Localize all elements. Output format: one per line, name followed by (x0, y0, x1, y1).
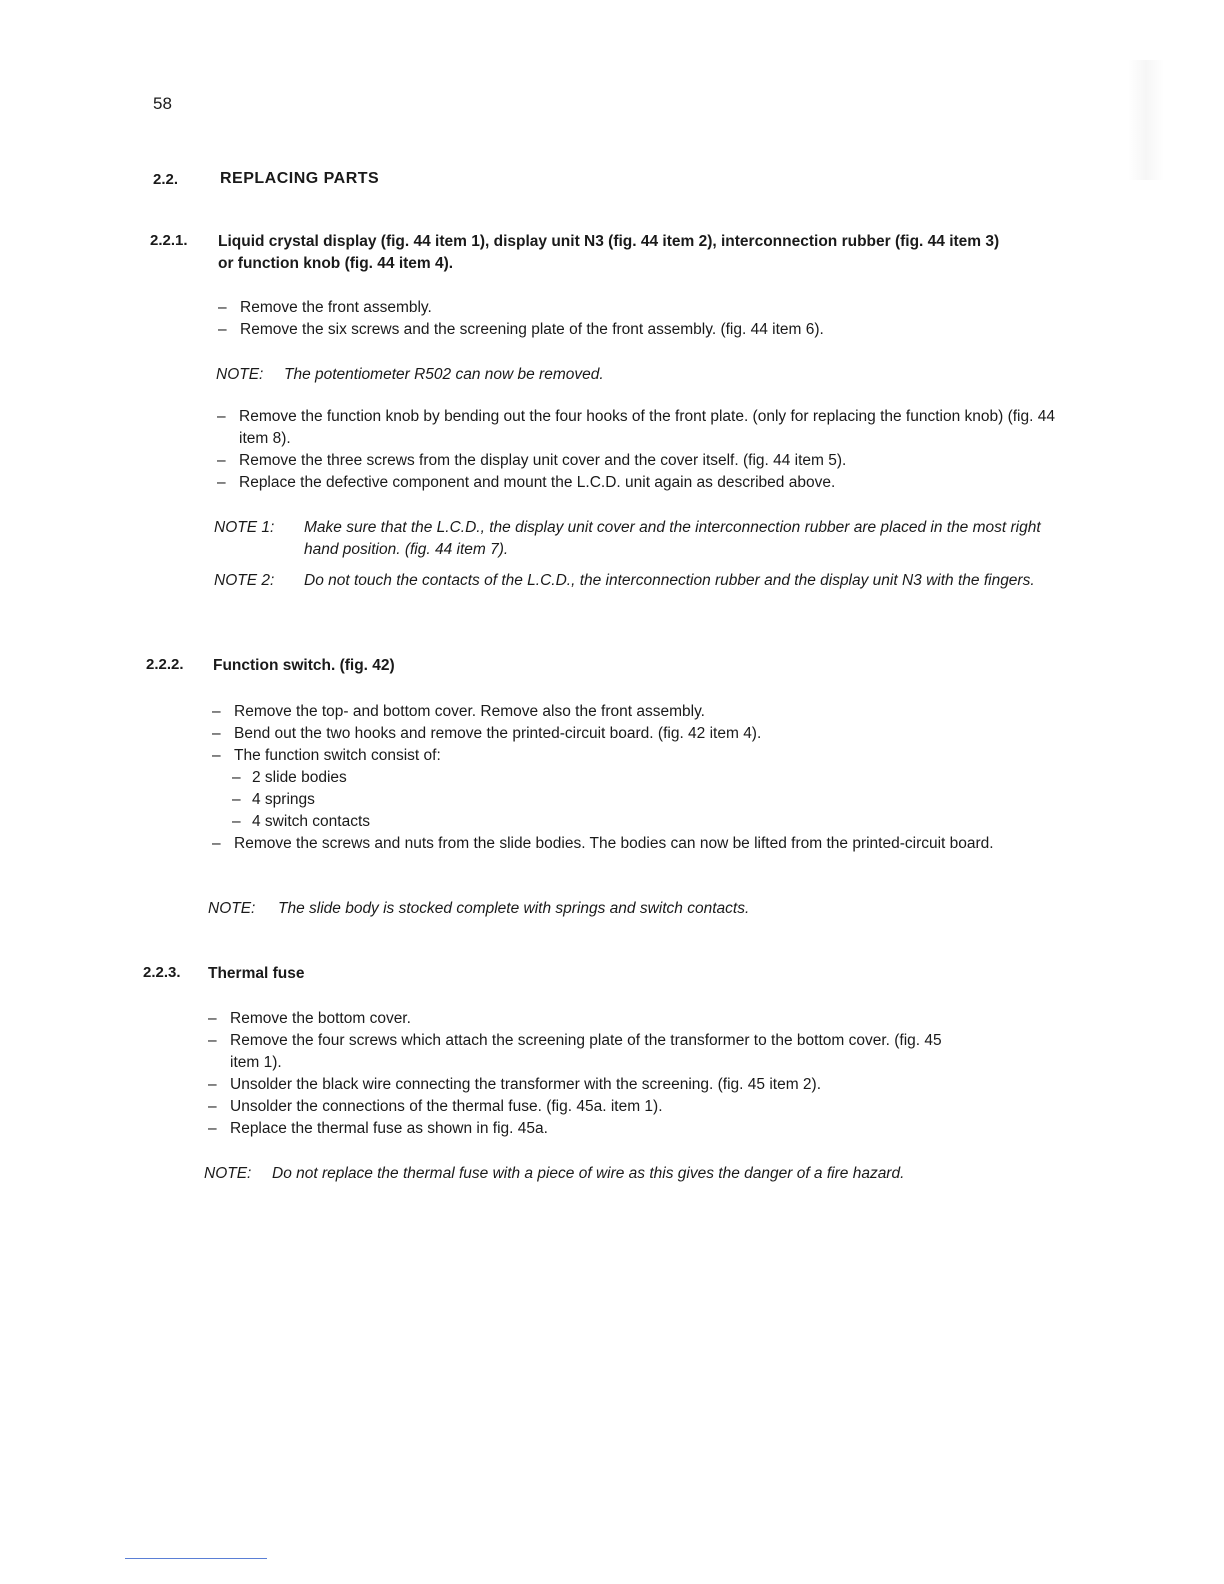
subsection-title: Function switch. (fig. 42) (213, 657, 395, 674)
subsection-title-line: or function knob (fig. 44 item 4). (218, 255, 454, 272)
list-item: – Replace the defective component and mount the L.C.D. unit again as described above. (217, 474, 836, 491)
list-item: – Bend out the two hooks and remove the printed-circuit board. (fig. 42 item 4). (212, 725, 762, 742)
note-label: NOTE: (204, 1165, 252, 1182)
note-label: NOTE: (208, 900, 256, 917)
parts-list (212, 767, 1052, 833)
subsection-title (218, 231, 1058, 275)
list-item: – Remove the top- and bottom cover. Remove also the front assembly. (212, 703, 705, 720)
steps-list (218, 297, 1058, 341)
note-1 (214, 517, 1054, 561)
list-item: – Remove the bottom cover. (208, 1010, 411, 1027)
note-text: Do not replace the thermal fuse with a piece of wire as this gives the danger of a fire hazard. (272, 1165, 905, 1182)
subsection-title: Thermal fuse (208, 965, 305, 982)
note-text: The potentiometer R502 can now be removed. (284, 366, 604, 383)
note (208, 898, 1048, 920)
scan-shadow (1128, 60, 1164, 180)
steps-list (208, 1008, 968, 1140)
note-2 (214, 570, 1054, 592)
footer-rule (125, 1558, 267, 1559)
list-item: – Remove the screws and nuts from the slide bodies. The bodies can now be lifted from the printed-circuit board. (212, 835, 994, 852)
note-text: Make sure that the L.C.D., the display unit cover and the interconnection rubber are placed in the most right hand position. (fig. 44 item 7). (304, 519, 1041, 558)
list-item: – Replace the thermal fuse as shown in fig. 45a. (208, 1120, 548, 1137)
list-item: – Remove the six screws and the screening plate of the front assembly. (fig. 44 item 6). (218, 321, 824, 338)
note (204, 1163, 1064, 1185)
section-title: REPLACING PARTS (220, 170, 380, 187)
subsection-number: 2.2.3. (143, 964, 181, 981)
page-number: 58 (153, 94, 172, 113)
list-item: – Remove the front assembly. (218, 299, 432, 316)
list-item: – 4 switch contacts (232, 813, 371, 830)
list-item: – Remove the four screws which attach the screening plate of the transformer to the bottom cover. (fig. 45 item 1). (208, 1032, 942, 1071)
list-item: – Remove the three screws from the display unit cover and the cover itself. (fig. 44 item 5). (217, 452, 847, 469)
note-label: NOTE: (216, 366, 264, 383)
list-item: – The function switch consist of: (212, 747, 441, 764)
list-item: – Unsolder the black wire connecting the transformer with the screening. (fig. 45 item 2). (208, 1076, 821, 1093)
list-item: – 4 springs (232, 791, 315, 808)
subsection-number: 2.2.2. (146, 656, 184, 673)
list-item: – Unsolder the connections of the thermal fuse. (fig. 45a. item 1). (208, 1098, 663, 1115)
note-label: NOTE 1: (214, 519, 275, 536)
note-label: NOTE 2: (214, 572, 275, 589)
subsection-number: 2.2.1. (150, 232, 188, 249)
section-number: 2.2. (153, 171, 179, 188)
note (216, 364, 1056, 386)
subsection-title-line: Liquid crystal display (fig. 44 item 1), display unit N3 (fig. 44 item 2), interconnection rubber (fig. 44 item 3) (218, 233, 1000, 250)
steps-list (212, 701, 1052, 855)
list-item: – 2 slide bodies (232, 769, 347, 786)
list-item: – Remove the function knob by bending out the four hooks of the front plate. (only for replacing the function knob) (fig. 44 item 8). (217, 408, 1055, 447)
note-text: The slide body is stocked complete with springs and switch contacts. (278, 900, 750, 917)
steps-list (217, 406, 1059, 494)
note-text: Do not touch the contacts of the L.C.D., the interconnection rubber and the display unit N3 with the fingers. (304, 572, 1035, 589)
